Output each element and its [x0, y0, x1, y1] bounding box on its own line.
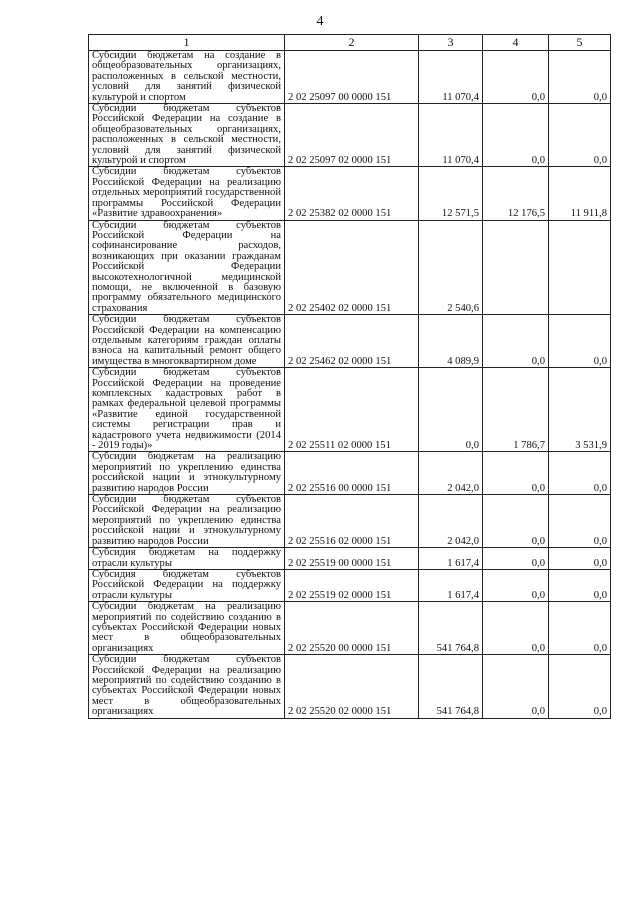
row-code: 2 02 25097 00 0000 151 [285, 51, 419, 104]
table-row [89, 655, 611, 718]
row-value-col3: 0,0 [419, 368, 483, 452]
column-header: 1 [89, 35, 285, 51]
row-code: 2 02 25519 02 0000 151 [285, 569, 419, 601]
table-row [89, 548, 611, 570]
header-row [89, 35, 611, 51]
row-value-col5 [549, 220, 611, 315]
row-value-col5: 11 911,8 [549, 167, 611, 220]
row-code: 2 02 25516 02 0000 151 [285, 495, 419, 548]
column-header: 3 [419, 35, 483, 51]
row-value-col5: 0,0 [549, 452, 611, 495]
column-header: 2 [285, 35, 419, 51]
table-row [89, 220, 611, 315]
row-value-col5: 0,0 [549, 569, 611, 601]
row-value-col3: 541 764,8 [419, 602, 483, 655]
row-value-col4: 0,0 [483, 548, 549, 570]
row-value-col4: 0,0 [483, 602, 549, 655]
row-name: Субсидии бюджетам на создание в общеобразовательных организациях, расположенных в сельской местности, условий для занятий физической культурой и спортом [89, 51, 285, 104]
row-code: 2 02 25520 00 0000 151 [285, 602, 419, 655]
row-value-col3: 1 617,4 [419, 569, 483, 601]
row-name: Субсидии бюджетам субъектов Российской Федерации на создание в общеобразовательных организациях, расположенных в сельской местности, условий для занятий физической культурой и спортом [89, 104, 285, 167]
row-value-col5: 0,0 [549, 548, 611, 570]
row-value-col3: 1 617,4 [419, 548, 483, 570]
row-value-col3: 541 764,8 [419, 655, 483, 718]
row-value-col4: 0,0 [483, 452, 549, 495]
row-value-col3: 2 540,6 [419, 220, 483, 315]
row-value-col5: 3 531,9 [549, 368, 611, 452]
table-row [89, 569, 611, 601]
table-row [89, 368, 611, 452]
row-value-col5: 0,0 [549, 51, 611, 104]
row-code: 2 02 25516 00 0000 151 [285, 452, 419, 495]
column-header: 5 [549, 35, 611, 51]
row-value-col5: 0,0 [549, 655, 611, 718]
table-row [89, 51, 611, 104]
row-value-col4: 0,0 [483, 104, 549, 167]
row-value-col5: 0,0 [549, 315, 611, 368]
table-row [89, 452, 611, 495]
table-row [89, 602, 611, 655]
row-value-col5: 0,0 [549, 602, 611, 655]
row-value-col4: 0,0 [483, 315, 549, 368]
row-value-col4 [483, 220, 549, 315]
page-number: 4 [316, 14, 324, 29]
row-code: 2 02 25097 02 0000 151 [285, 104, 419, 167]
row-code: 2 02 25462 02 0000 151 [285, 315, 419, 368]
row-value-col5: 0,0 [549, 495, 611, 548]
row-value-col3: 11 070,4 [419, 104, 483, 167]
row-value-col3: 2 042,0 [419, 495, 483, 548]
row-value-col3: 2 042,0 [419, 452, 483, 495]
row-value-col4: 0,0 [483, 495, 549, 548]
table-row [89, 167, 611, 220]
row-name: Субсидии бюджетам субъектов Российской Федерации на реализацию отдельных мероприятий государственной программы Российской Федерации «Развитие здравоохранения» [89, 167, 285, 220]
row-name: Субсидии бюджетам субъектов Российской Федерации на софинансирование расходов, возникающих при оказании гражданам Российской Федерации высокотехнологичной медицинской помощи, не включенной в базовую программу обязательного медицинского страхования [89, 220, 285, 315]
row-name: Субсидии бюджетам субъектов Российской Федерации на реализацию мероприятий по укреплению единства российской нации и этнокультурному развитию народов России [89, 495, 285, 548]
table-row [89, 104, 611, 167]
row-code: 2 02 25511 02 0000 151 [285, 368, 419, 452]
row-value-col4: 0,0 [483, 655, 549, 718]
row-code: 2 02 25519 00 0000 151 [285, 548, 419, 570]
row-code: 2 02 25402 02 0000 151 [285, 220, 419, 315]
row-value-col4: 1 786,7 [483, 368, 549, 452]
row-code: 2 02 25520 02 0000 151 [285, 655, 419, 718]
row-code: 2 02 25382 02 0000 151 [285, 167, 419, 220]
row-value-col4: 0,0 [483, 51, 549, 104]
column-header: 4 [483, 35, 549, 51]
row-name: Субсидия бюджетам субъектов Российской Федерации на поддержку отрасли культуры [89, 569, 285, 601]
row-value-col4: 12 176,5 [483, 167, 549, 220]
row-value-col3: 11 070,4 [419, 51, 483, 104]
row-value-col3: 12 571,5 [419, 167, 483, 220]
table-row [89, 495, 611, 548]
row-value-col4: 0,0 [483, 569, 549, 601]
row-name: Субсидия бюджетам на поддержку отрасли культуры [89, 548, 285, 570]
row-value-col3: 4 089,9 [419, 315, 483, 368]
row-name: Субсидии бюджетам субъектов Российской Федерации на проведение комплексных кадастровых работ в рамках федеральной целевой программы «Развитие единой государственной системы регистрации прав и кадастрового учета недвижимости (2014 - 2019 годы)» [89, 368, 285, 452]
row-name: Субсидии бюджетам на реализацию мероприятий по содействию созданию в субъектах Российской Федерации новых мест в общеобразовательных организациях [89, 602, 285, 655]
row-name: Субсидии бюджетам на реализацию мероприятий по укреплению единства российской нации и этнокультурному развитию народов России [89, 452, 285, 495]
row-name: Субсидии бюджетам субъектов Российской Федерации на реализацию мероприятий по содействию созданию в субъектах Российской Федерации новых мест в общеобразовательных организациях [89, 655, 285, 718]
row-value-col5: 0,0 [549, 104, 611, 167]
budget-table [88, 34, 611, 719]
row-name: Субсидии бюджетам субъектов Российской Федерации на компенсацию отдельным категориям граждан оплаты взноса на капитальный ремонт общего имущества в многоквартирном доме [89, 315, 285, 368]
table-row [89, 315, 611, 368]
